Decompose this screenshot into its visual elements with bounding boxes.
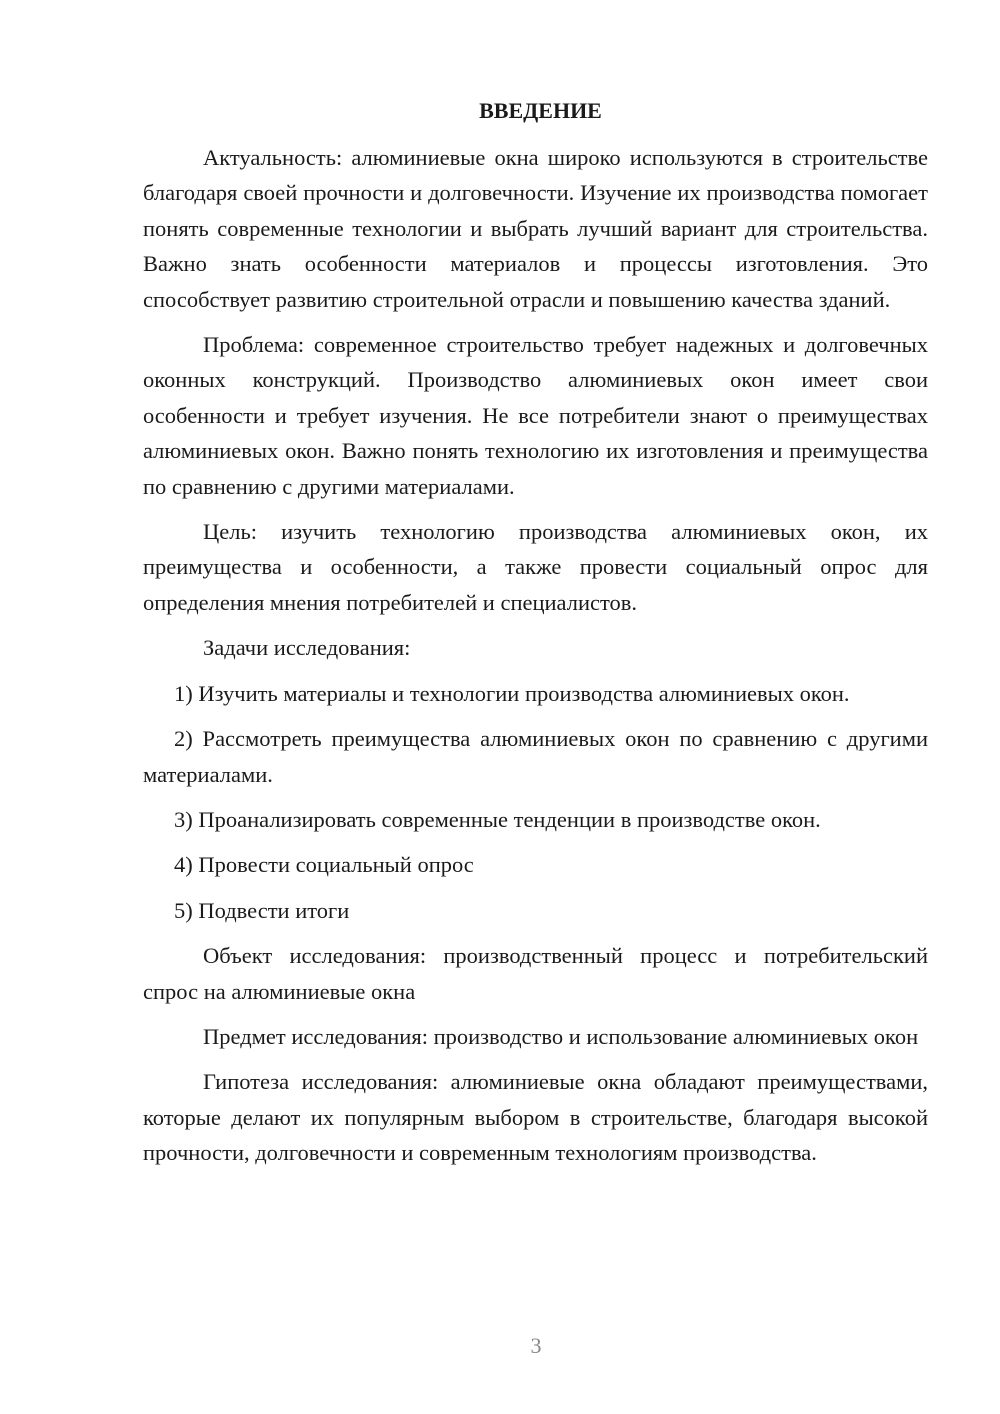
goal-paragraph: Цель: изучить технологию производства алюминиевых окон, их преимущества и особенности, а также провести социальный опрос для определения мнения потребителей и специалистов.: [143, 519, 928, 615]
document-body: [143, 94, 928, 1181]
task-item-5: 5) Подвести итоги: [174, 897, 350, 923]
object-paragraph: Объект исследования: производственный процесс и потребительский спрос на алюминиевые окна: [143, 943, 928, 1004]
task-item-2: 2) Рассмотреть преимущества алюминиевых окон по сравнению с другими материалами.: [143, 726, 928, 787]
relevance-paragraph: Актуальность: алюминиевые окна широко используются в строительстве благодаря своей прочности и долговечности. Изучение их производства помогает понять современные технологии и выбрать лучший вариант для строительства. Важно знать особенности материалов и процессы изготовления. Это способствует развитию строительной отрасли и повышению качества зданий.: [143, 145, 928, 312]
task-item-3: 3) Проанализировать современные тенденции в производстве окон.: [174, 806, 821, 832]
hypothesis-paragraph: Гипотеза исследования: алюминиевые окна обладают преимуществами, которые делают их популярным выбором в строительстве, благодаря высокой прочности, долговечности и современным технологиям производства.: [143, 1069, 928, 1166]
problem-paragraph: Проблема: современное строительство требует надежных и долговечных оконных конструкций. Производство алюминиевых окон имеет свои особенности и требует изучения. Не все потребители знают о преимуществах алюминиевых окон. Важно понять технологию их изготовления и преимущества по сравнению с другими материалами.: [143, 332, 928, 499]
section-heading: ВВЕДЕНИЕ: [479, 98, 602, 123]
task-item-1: 1) Изучить материалы и технологии производства алюминиевых окон.: [174, 680, 850, 706]
task-item-4: 4) Провести социальный опрос: [174, 852, 474, 878]
page-number: 3: [530, 1333, 542, 1358]
tasks-title: Задачи исследования:: [203, 635, 411, 661]
subject-paragraph: Предмет исследования: производство и использование алюминиевых окон: [203, 1023, 919, 1049]
